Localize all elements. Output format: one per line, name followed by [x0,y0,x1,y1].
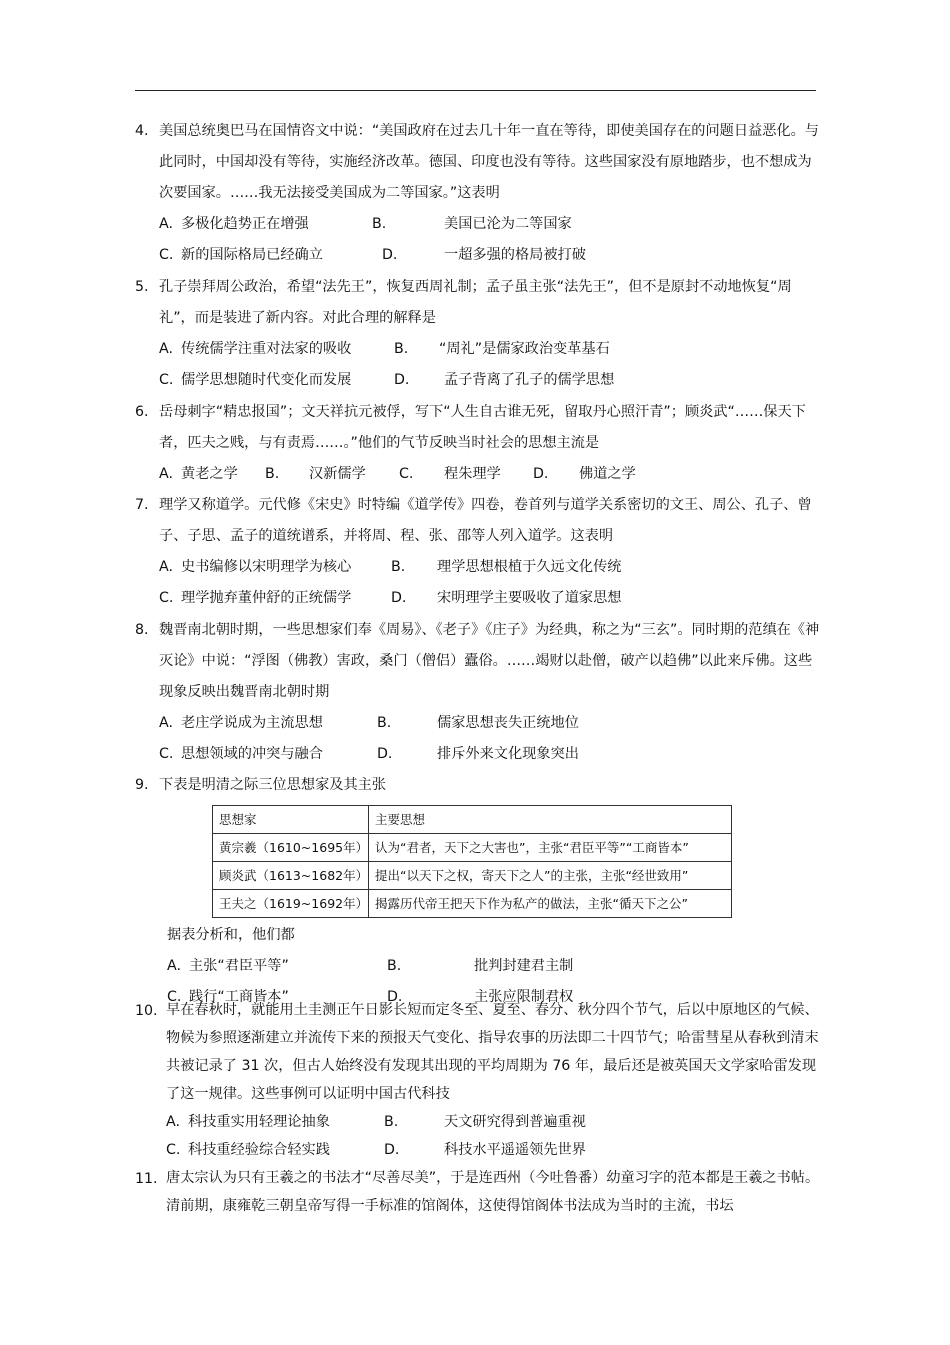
question-prompt: 据表分析和，他们都 [167,927,295,943]
option-a-text: 主张“君臣平等” [189,958,289,974]
option-c-letter: C. [159,372,174,388]
question-8 [135,615,825,770]
table-row [213,862,732,890]
question-stem: 孔子崇拜周公政治，希望“法先王”，恢复西周礼制；孟子虽主张“法先王”，但不是原封不动地恢复“周礼”，而是装进了新内容。对此合理的解释是 [159,279,792,326]
table-row [213,890,732,918]
table-cell: 揭露历代帝王把天下作为私产的做法，主张“循天下之公” [369,890,732,918]
question-stem: 美国总统奥巴马在国情咨文中说：“美国政府在过去几十年一直在等待，即使美国存在的问题日益恶化。与此同时，中国却没有等待，实施经济改革。德国、印度也没有等待。这些国家没有原地踏步，也不想成为次要国家。……我无法接受美国成为二等国家。”这表明 [159,123,819,201]
question-stem: 唐太宗认为只有王羲之的书法才“尽善尽美”，于是连西州（今吐鲁番）幼童习字的范本都是王羲之书帖。清前期，康雍乾三朝皇帝写得一手标准的馆阁体，这使得馆阁体书法成为当时的主流，书坛 [166,1170,820,1214]
option-b-letter: B. [265,466,280,482]
option-d-text: 宋明理学主要吸收了道家思想 [437,590,622,606]
table-row [213,834,732,862]
question-stem: 岳母刺字“精忠报国”；文天祥抗元被俘，写下“人生自古谁无死，留取丹心照汗青”；顾炎武“……保天下者，匹夫之贱，与有责焉……。”他们的气节反映当时社会的思想主流是 [159,404,806,451]
option-b-letter: B. [372,216,387,232]
option-b-letter: B. [384,1114,399,1130]
option-c-letter: C. [399,466,414,482]
options [166,1108,825,1164]
option-c-letter: C. [159,590,174,606]
option-b-text: 理学思想根植于久远文化传统 [437,559,622,575]
option-b-text: 美国已沦为二等国家 [444,216,572,232]
option-b-text: 批判封建君主制 [474,958,574,974]
table-cell: 提出“以天下之权，寄天下之人”的主张，主张“经世致用” [369,862,732,890]
table-header-row [213,806,732,834]
option-b-text: 天文研究得到普遍重视 [444,1114,586,1130]
table-cell: 认为“君者，天下之大害也”，主张“君臣平等”“工商皆本” [369,834,732,862]
question-stem: 下表是明清之际三位思想家及其主张 [159,777,387,793]
table-header: 主要思想 [369,806,732,834]
option-b-text: 汉新儒学 [309,466,366,482]
option-a-text: 黄老之学 [181,466,238,482]
option-d-letter: D. [387,989,403,1005]
question-6 [135,397,825,490]
option-c-text: 科技重经验综合轻实践 [188,1142,330,1158]
option-c-letter: C. [159,746,174,762]
option-d-letter: D. [382,247,398,263]
question-11 [135,1164,825,1220]
option-b-text: “周礼”是儒家政治变革基石 [439,341,610,357]
table-header: 思想家 [213,806,369,834]
option-a-letter: A. [159,559,173,575]
option-a-letter: A. [159,341,173,357]
option-a-text: 老庄学说成为主流思想 [181,715,323,731]
question-9 [135,770,825,1013]
option-d-letter: D. [384,1142,400,1158]
question-4 [135,116,825,271]
option-d-letter: D. [533,466,549,482]
question-number: 9. [135,777,149,793]
option-d-text: 主张应限制君权 [474,989,574,1005]
header-rule [135,90,816,91]
options [159,209,825,271]
options [159,708,825,770]
option-d-text: 排斥外来文化现象突出 [437,746,579,762]
question-stem: 魏晋南北朝时期，一些思想家们奉《周易》、《老子》《庄子》为经典，称之为“三玄”。同时期的范缜在《神灭论》中说：“浮图（佛教）害政，桑门（僧侣）蠹俗。……竭财以赴僧，破产以趋佛”以此来斥佛。这些现象反映出魏晋南北朝时期 [159,622,820,700]
table-cell: 顾炎武（1613~1682年） [213,862,369,890]
question-number: 6. [135,404,149,420]
question-number: 5. [135,279,149,295]
options [159,334,825,396]
option-b-letter: B. [377,715,392,731]
option-a-letter: A. [159,715,173,731]
option-b-letter: B. [391,559,406,575]
option-c-text: 程朱理学 [444,466,501,482]
table-cell: 王夫之（1619~1692年） [213,890,369,918]
option-c-text: 践行“工商皆本” [189,989,289,1005]
option-a-letter: A. [166,1114,180,1130]
option-d-text: 孟子背离了孔子的儒学思想 [444,372,615,388]
question-number: 10. [135,1003,158,1019]
question-number: 11. [135,1171,158,1187]
option-c-letter: C. [167,989,182,1005]
option-b-letter: B. [387,958,402,974]
option-b-text: 儒家思想丧失正统地位 [437,715,579,731]
question-number: 8. [135,622,149,638]
option-a-text: 多极化趋势正在增强 [181,216,309,232]
option-d-letter: D. [394,372,410,388]
options [159,552,825,614]
option-d-text: 一超多强的格局被打破 [444,247,586,263]
option-d-letter: D. [391,590,407,606]
thinkers-table [212,805,732,918]
option-a-text: 科技重实用轻理论抽象 [188,1114,330,1130]
option-a-letter: A. [167,958,181,974]
options [159,459,825,490]
option-a-text: 史书编修以宋明理学为核心 [181,559,352,575]
table-cell: 黄宗羲（1610~1695年） [213,834,369,862]
question-number: 4. [135,123,149,139]
option-a-text: 传统儒学注重对法家的吸收 [181,341,352,357]
question-stem: 理学又称道学。元代修《宋史》时特编《道学传》四卷，卷首列与道学关系密切的文王、周公、孔子、曾子、子思、孟子的道统谱系，并将周、程、张、邵等人列入道学。这表明 [159,497,812,544]
question-10 [135,996,825,1164]
question-stem: 早在春秋时，就能用土圭测正午日影长短而定冬至、夏至、春分、秋分四个节气，后以中原地区的气候、物候为参照逐渐建立并流传下来的预报天气变化、指导农事的历法即二十四节气；哈雷彗星从春秋到清末共被记录了 31 次，但古人始终没有发现其出现的平均周期为 76 年，最后还是被英国天文学家哈雷发现了这一规律。这些事例可以证明中国古代科技 [166,1002,819,1102]
option-c-letter: C. [159,247,174,263]
question-7 [135,490,825,614]
option-b-letter: B. [394,341,409,357]
question-number: 7. [135,497,149,513]
question-5 [135,272,825,396]
option-a-letter: A. [159,466,173,482]
option-c-text: 新的国际格局已经确立 [181,247,323,263]
option-c-text: 思想领域的冲突与融合 [181,746,323,762]
option-d-text: 科技水平遥遥领先世界 [444,1142,586,1158]
option-d-text: 佛道之学 [579,466,636,482]
option-a-letter: A. [159,216,173,232]
option-c-letter: C. [166,1142,181,1158]
option-c-text: 理学抛弃董仲舒的正统儒学 [181,590,352,606]
option-d-letter: D. [377,746,393,762]
option-c-text: 儒学思想随时代变化而发展 [181,372,352,388]
